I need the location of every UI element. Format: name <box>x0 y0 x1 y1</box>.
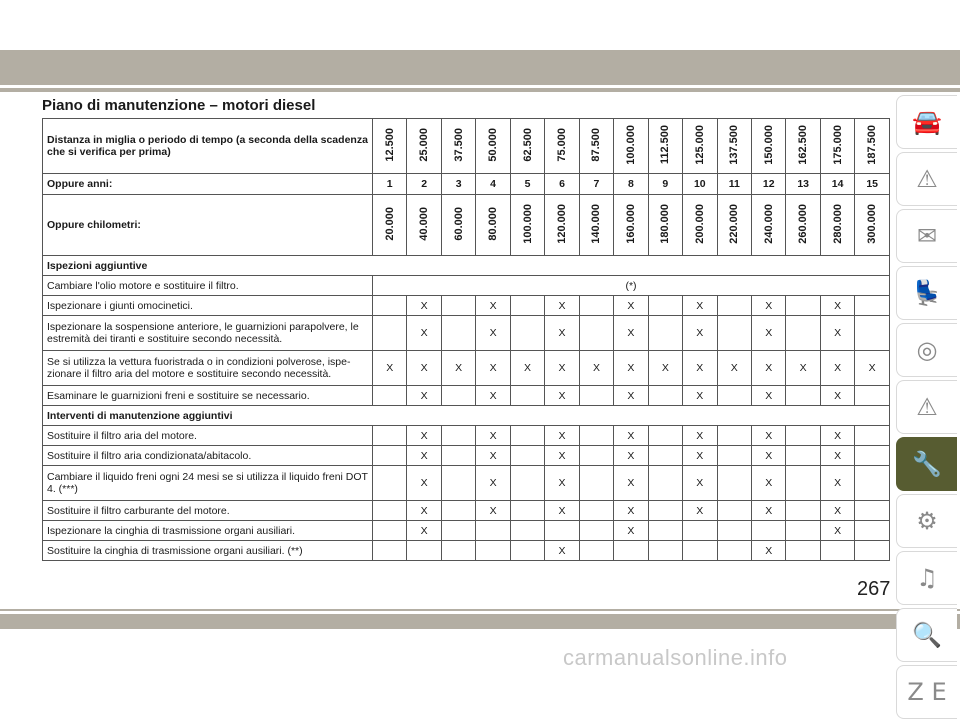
interval-mark: X <box>545 446 579 466</box>
miles-value: 137.500 <box>728 124 741 165</box>
task-label: Se si utilizza la vettura fuoristrada o in condizioni polverose, ispe- zionare il filtro aria del motore e sostituire secondo necessità. <box>43 351 373 386</box>
top-band <box>0 50 960 85</box>
task-label: Cambiare l'olio motore e sostituire il filtro. <box>43 276 373 296</box>
miles-value: 87.500 <box>590 127 603 162</box>
interval-mark <box>441 466 475 501</box>
chapter-tab[interactable] <box>896 437 957 491</box>
interval-mark: X <box>545 316 579 351</box>
interval-mark: X <box>820 466 854 501</box>
chapter-tabs <box>896 95 960 722</box>
year-value: 13 <box>786 174 820 195</box>
interval-mark <box>373 316 407 351</box>
interval-mark <box>579 501 613 521</box>
km-value: 20.000 <box>383 206 396 241</box>
interval-mark <box>373 521 407 541</box>
km-value: 260.000 <box>797 203 810 244</box>
interval-mark: X <box>820 446 854 466</box>
interval-mark <box>717 501 751 521</box>
miles-value: 187.500 <box>866 124 879 165</box>
interval-mark <box>373 466 407 501</box>
miles-value: 62.500 <box>521 127 534 162</box>
interval-mark: X <box>751 501 785 521</box>
km-cell <box>545 195 579 256</box>
distance-label: Distanza in miglia o periodo di tempo (a seconda della scadenza che si verifica per prima) <box>43 119 373 174</box>
light-envelope-icon: ✉ <box>916 222 938 250</box>
interval-mark <box>579 296 613 316</box>
interval-mark: X <box>751 466 785 501</box>
interval-mark: X <box>510 351 544 386</box>
interval-mark <box>510 446 544 466</box>
interval-mark: X <box>614 316 648 351</box>
interval-mark <box>786 466 820 501</box>
task-label: Sostituire il filtro aria condizionata/abitacolo. <box>43 446 373 466</box>
section-title: Interventi di manutenzione aggiuntivi <box>43 406 890 426</box>
interval-mark: X <box>683 446 717 466</box>
interval-mark <box>441 426 475 446</box>
miles-value: 37.500 <box>452 127 465 162</box>
interval-mark: X <box>407 521 441 541</box>
chapter-tab[interactable] <box>896 209 957 263</box>
interval-mark: X <box>683 351 717 386</box>
bottom-band <box>0 614 960 629</box>
interval-mark <box>855 316 890 351</box>
interval-mark: X <box>614 521 648 541</box>
interval-mark <box>614 541 648 561</box>
table-row <box>43 501 890 521</box>
interval-mark <box>579 521 613 541</box>
miles-row <box>43 119 890 174</box>
interval-mark <box>717 296 751 316</box>
interval-mark: X <box>683 466 717 501</box>
interval-mark: X <box>820 501 854 521</box>
miles-cell <box>476 119 510 174</box>
year-value: 11 <box>717 174 751 195</box>
interval-mark: X <box>614 386 648 406</box>
interval-mark: X <box>407 466 441 501</box>
interval-mark: X <box>476 466 510 501</box>
interval-mark: X <box>820 521 854 541</box>
year-value: 6 <box>545 174 579 195</box>
task-label: Ispezionare la sospensione anteriore, le guarnizioni parapolvere, le estremità dei tiranti e sostituire secondo necessità. <box>43 316 373 351</box>
km-cell <box>648 195 682 256</box>
year-value: 3 <box>441 174 475 195</box>
km-label: Oppure chilometri: <box>43 195 373 256</box>
interval-mark <box>855 386 890 406</box>
interval-mark: X <box>614 351 648 386</box>
interval-mark: X <box>476 501 510 521</box>
year-value: 12 <box>751 174 785 195</box>
year-value: 10 <box>683 174 717 195</box>
interval-mark: X <box>855 351 890 386</box>
interval-mark <box>855 446 890 466</box>
interval-mark: X <box>751 316 785 351</box>
interval-mark: X <box>407 316 441 351</box>
year-value: 15 <box>855 174 890 195</box>
interval-mark: X <box>820 426 854 446</box>
interval-mark <box>786 316 820 351</box>
interval-mark: X <box>545 296 579 316</box>
interval-mark <box>510 501 544 521</box>
chapter-tab[interactable] <box>896 608 957 662</box>
km-value: 140.000 <box>590 203 603 244</box>
interval-mark <box>648 386 682 406</box>
km-value: 240.000 <box>762 203 775 244</box>
interval-mark <box>717 521 751 541</box>
interval-mark <box>786 296 820 316</box>
km-cell <box>717 195 751 256</box>
interval-mark: X <box>407 386 441 406</box>
interval-mark: X <box>751 351 785 386</box>
task-label: Esaminare le guarnizioni freni e sostituire se necessario. <box>43 386 373 406</box>
interval-mark: X <box>476 351 510 386</box>
car-warning-icon: ⚠ <box>916 165 938 193</box>
interval-mark: X <box>717 351 751 386</box>
interval-mark <box>510 521 544 541</box>
interval-mark <box>717 316 751 351</box>
interval-mark <box>786 446 820 466</box>
interval-mark <box>579 386 613 406</box>
miles-value: 162.500 <box>797 124 810 165</box>
interval-mark <box>510 541 544 561</box>
year-value: 9 <box>648 174 682 195</box>
miles-cell <box>648 119 682 174</box>
seat-airbag-icon: 💺 <box>912 279 942 307</box>
miles-cell <box>614 119 648 174</box>
table-row <box>43 446 890 466</box>
year-value: 8 <box>614 174 648 195</box>
interval-mark: X <box>820 386 854 406</box>
task-label: Sostituire la cinghia di trasmissione organi ausiliari. (**) <box>43 541 373 561</box>
task-label: Ispezionare la cinghia di trasmissione organi ausiliari. <box>43 521 373 541</box>
chapter-tab[interactable] <box>896 266 957 320</box>
car-crash-icon: ⚠ <box>916 393 938 421</box>
interval-mark <box>441 521 475 541</box>
interval-mark: X <box>407 426 441 446</box>
miles-value: 100.000 <box>624 124 637 165</box>
chapter-tab[interactable] <box>896 95 957 149</box>
maintenance-table <box>42 118 890 561</box>
steering-wheel-icon: ◎ <box>916 336 938 364</box>
year-value: 2 <box>407 174 441 195</box>
km-value: 220.000 <box>728 203 741 244</box>
km-value: 80.000 <box>487 206 500 241</box>
miles-value: 25.000 <box>418 127 431 162</box>
interval-mark <box>648 446 682 466</box>
interval-mark: X <box>683 316 717 351</box>
task-label: Ispezionare i giunti omocinetici. <box>43 296 373 316</box>
interval-mark <box>579 316 613 351</box>
miles-cell <box>545 119 579 174</box>
km-cell <box>855 195 890 256</box>
note-cell: (*) <box>373 276 890 296</box>
km-cell <box>820 195 854 256</box>
interval-mark <box>545 521 579 541</box>
interval-mark: X <box>545 501 579 521</box>
interval-mark <box>855 541 890 561</box>
watermark: carmanualsonline.info <box>563 645 788 670</box>
interval-mark <box>579 541 613 561</box>
interval-mark <box>510 386 544 406</box>
miles-value: 150.000 <box>762 124 775 165</box>
interval-mark: X <box>820 316 854 351</box>
miles-value: 50.000 <box>487 127 500 162</box>
interval-mark <box>648 541 682 561</box>
interval-mark <box>786 541 820 561</box>
table-row <box>43 466 890 501</box>
km-value: 200.000 <box>693 203 706 244</box>
km-value: 100.000 <box>521 203 534 244</box>
km-value: 160.000 <box>624 203 637 244</box>
list-gear-icon: ⚙ <box>916 507 938 535</box>
km-cell <box>786 195 820 256</box>
interval-mark <box>476 541 510 561</box>
section-title: Ispezioni aggiuntive <box>43 256 890 276</box>
miles-cell <box>373 119 407 174</box>
interval-mark: X <box>683 386 717 406</box>
section-header-row <box>43 406 890 426</box>
km-value: 60.000 <box>452 206 465 241</box>
interval-mark: X <box>820 296 854 316</box>
interval-mark <box>786 426 820 446</box>
years-label: Oppure anni: <box>43 174 373 195</box>
interval-mark <box>717 446 751 466</box>
table-row <box>43 541 890 561</box>
km-value: 40.000 <box>418 206 431 241</box>
interval-mark: X <box>751 296 785 316</box>
task-label: Sostituire il filtro carburante del motore. <box>43 501 373 521</box>
interval-mark <box>441 446 475 466</box>
interval-mark <box>648 521 682 541</box>
km-cell <box>579 195 613 256</box>
miles-cell <box>441 119 475 174</box>
interval-mark <box>579 426 613 446</box>
interval-mark <box>441 386 475 406</box>
miles-cell <box>717 119 751 174</box>
year-value: 7 <box>579 174 613 195</box>
miles-cell <box>820 119 854 174</box>
interval-mark: X <box>476 296 510 316</box>
km-cell <box>683 195 717 256</box>
interval-mark: X <box>407 351 441 386</box>
miles-cell <box>510 119 544 174</box>
interval-mark <box>855 466 890 501</box>
interval-mark: X <box>614 446 648 466</box>
interval-mark <box>855 296 890 316</box>
interval-mark: X <box>579 351 613 386</box>
years-row <box>43 174 890 195</box>
km-value: 300.000 <box>866 203 879 244</box>
interval-mark <box>373 446 407 466</box>
interval-mark <box>510 296 544 316</box>
interval-mark <box>717 466 751 501</box>
magnifier-icon: 🔍 <box>912 621 942 649</box>
km-value: 180.000 <box>659 203 672 244</box>
interval-mark <box>648 316 682 351</box>
interval-mark <box>648 296 682 316</box>
miles-value: 175.000 <box>831 124 844 165</box>
interval-mark: X <box>476 386 510 406</box>
interval-mark: X <box>407 446 441 466</box>
section-header-row <box>43 256 890 276</box>
miles-cell <box>751 119 785 174</box>
interval-mark <box>441 501 475 521</box>
interval-mark <box>579 446 613 466</box>
miles-value: 12.500 <box>383 127 396 162</box>
interval-mark: X <box>751 541 785 561</box>
interval-mark: X <box>648 351 682 386</box>
interval-mark <box>373 386 407 406</box>
interval-mark: X <box>786 351 820 386</box>
table-row <box>43 296 890 316</box>
car-wrench-icon: 🔧 <box>912 450 942 478</box>
miles-cell <box>683 119 717 174</box>
interval-mark <box>855 426 890 446</box>
interval-mark: X <box>751 426 785 446</box>
miles-cell <box>407 119 441 174</box>
interval-mark: X <box>614 426 648 446</box>
alphabet-index-icon: Z E <box>907 678 947 706</box>
interval-mark: X <box>751 446 785 466</box>
table-row <box>43 426 890 446</box>
interval-mark <box>717 541 751 561</box>
interval-mark <box>855 521 890 541</box>
interval-mark <box>373 541 407 561</box>
km-cell <box>476 195 510 256</box>
interval-mark <box>683 521 717 541</box>
year-value: 4 <box>476 174 510 195</box>
interval-mark <box>786 501 820 521</box>
chapter-tab[interactable] <box>896 494 957 548</box>
interval-mark: X <box>683 426 717 446</box>
km-cell <box>373 195 407 256</box>
interval-mark: X <box>545 426 579 446</box>
miles-cell <box>855 119 890 174</box>
car-info-icon: 🚘 <box>912 108 942 136</box>
interval-mark <box>373 296 407 316</box>
interval-mark: X <box>820 351 854 386</box>
interval-mark: X <box>545 386 579 406</box>
interval-mark <box>786 521 820 541</box>
km-value: 280.000 <box>831 203 844 244</box>
interval-mark: X <box>614 296 648 316</box>
km-value: 120.000 <box>555 203 568 244</box>
interval-mark <box>579 466 613 501</box>
interval-mark: X <box>373 351 407 386</box>
year-value: 5 <box>510 174 544 195</box>
task-label: Cambiare il liquido freni ogni 24 mesi se si utilizza il liquido freni DOT 4. (***) <box>43 466 373 501</box>
km-cell <box>441 195 475 256</box>
chapter-tab[interactable] <box>896 551 957 605</box>
interval-mark: X <box>407 501 441 521</box>
interval-mark <box>717 386 751 406</box>
chapter-tab[interactable] <box>896 152 957 206</box>
interval-mark <box>441 541 475 561</box>
interval-mark <box>407 541 441 561</box>
page-number: 267 <box>857 578 891 600</box>
table-row <box>43 351 890 386</box>
interval-mark <box>476 521 510 541</box>
interval-mark: X <box>407 296 441 316</box>
table-row <box>43 386 890 406</box>
interval-mark <box>648 466 682 501</box>
miles-value: 112.500 <box>659 124 672 165</box>
interval-mark <box>855 501 890 521</box>
chapter-tab[interactable] <box>896 323 957 377</box>
table-row <box>43 276 890 296</box>
interval-mark: X <box>476 316 510 351</box>
interval-mark: X <box>476 426 510 446</box>
interval-mark: X <box>545 351 579 386</box>
km-cell <box>614 195 648 256</box>
interval-mark <box>648 426 682 446</box>
interval-mark: X <box>545 541 579 561</box>
interval-mark: X <box>476 446 510 466</box>
interval-mark: X <box>751 386 785 406</box>
km-cell <box>751 195 785 256</box>
interval-mark <box>510 426 544 446</box>
interval-mark <box>373 501 407 521</box>
miles-value: 75.000 <box>555 127 568 162</box>
km-row <box>43 195 890 256</box>
interval-mark <box>786 386 820 406</box>
interval-mark <box>441 296 475 316</box>
km-cell <box>407 195 441 256</box>
interval-mark <box>510 466 544 501</box>
year-value: 1 <box>373 174 407 195</box>
interval-mark: X <box>614 466 648 501</box>
interval-mark <box>373 426 407 446</box>
chapter-tab[interactable] <box>896 665 957 719</box>
interval-mark <box>510 316 544 351</box>
km-cell <box>510 195 544 256</box>
interval-mark <box>648 501 682 521</box>
interval-mark: X <box>614 501 648 521</box>
interval-mark: X <box>545 466 579 501</box>
chapter-tab[interactable] <box>896 380 957 434</box>
miles-cell <box>579 119 613 174</box>
interval-mark <box>683 541 717 561</box>
miles-value: 125.000 <box>693 124 706 165</box>
map-music-icon: ♫ <box>916 564 938 592</box>
interval-mark <box>717 426 751 446</box>
interval-mark: X <box>441 351 475 386</box>
interval-mark: X <box>683 501 717 521</box>
interval-mark: X <box>683 296 717 316</box>
interval-mark <box>441 316 475 351</box>
table-row <box>43 521 890 541</box>
year-value: 14 <box>820 174 854 195</box>
page-title: Piano di manutenzione – motori diesel <box>42 97 316 114</box>
task-label: Sostituire il filtro aria del motore. <box>43 426 373 446</box>
miles-cell <box>786 119 820 174</box>
interval-mark <box>751 521 785 541</box>
interval-mark <box>820 541 854 561</box>
table-row <box>43 316 890 351</box>
